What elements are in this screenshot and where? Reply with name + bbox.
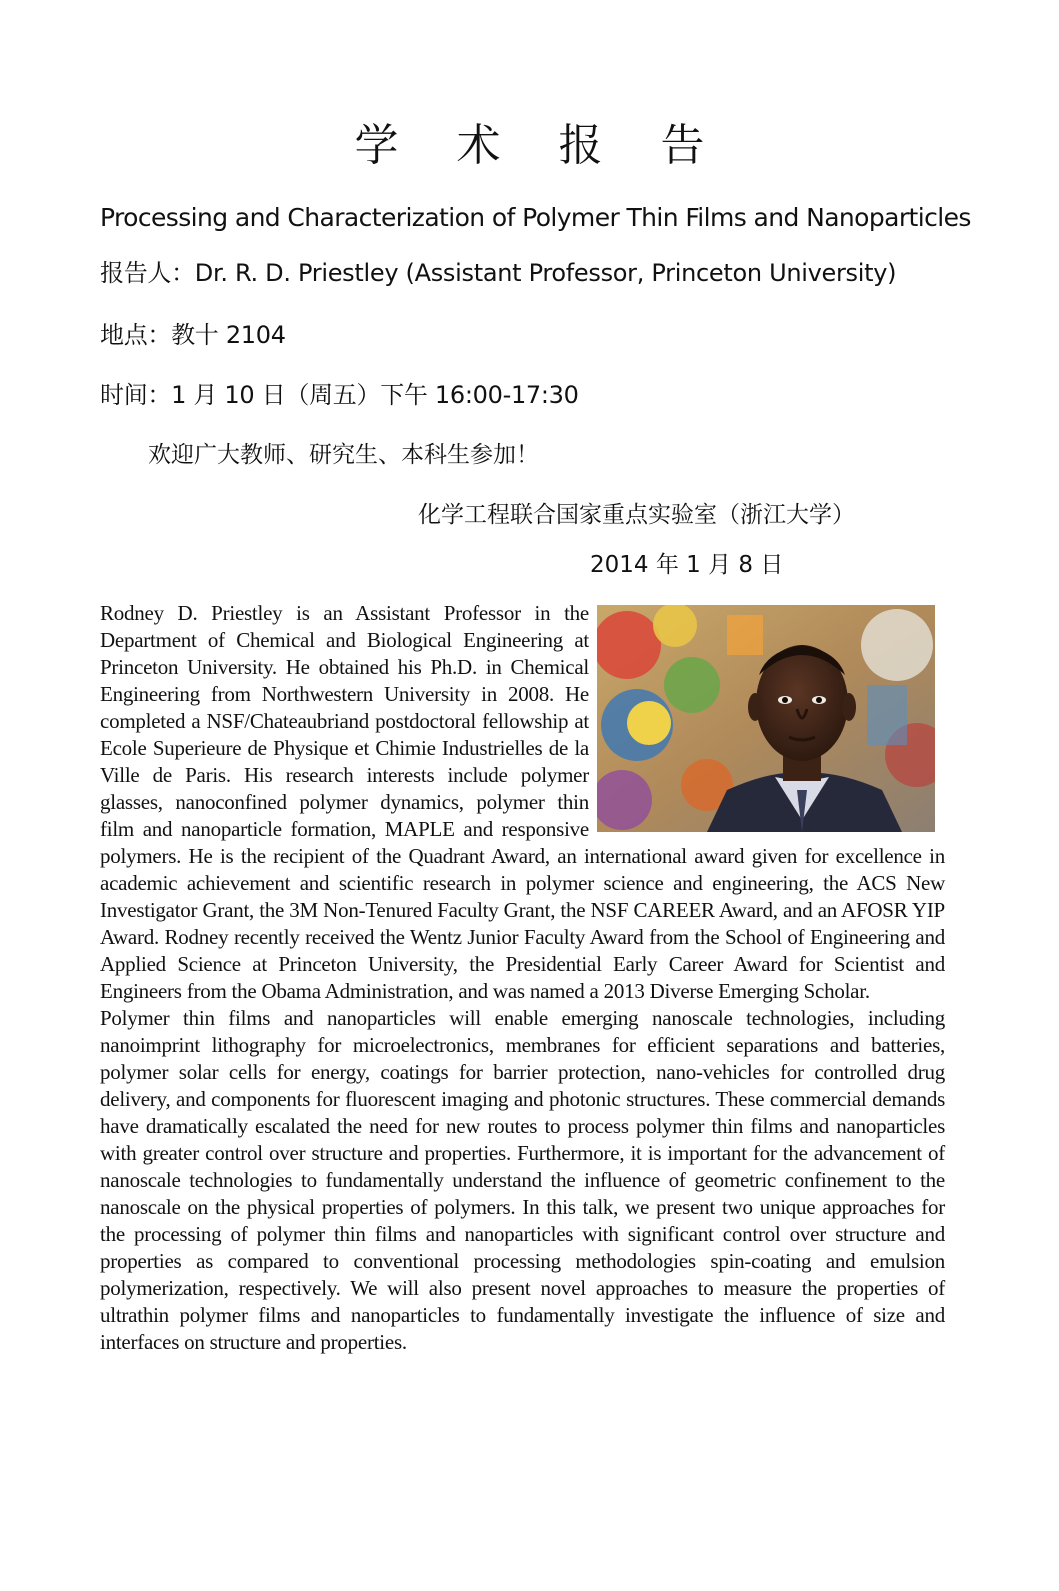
body-text xyxy=(100,600,945,1356)
welcome-message: 欢迎广大教师、研究生、本科生参加！ xyxy=(148,442,539,468)
speaker-line: 报告人：Dr. R. D. Priestley (Assistant Professor, Princeton University) xyxy=(100,259,897,287)
talk-abstract: Polymer thin films and nanoparticles will enable emerging nanoscale technologies, including nanoimprint lithography for microelectronics, membranes for efficient separations and batteries, polymer solar cells for energy, coatings for barrier protection, nano-vehicles for controlled drug delivery, and components for fluorescent imaging and photonic structures. These commercial demands have dramatically escalated the need for new routes to process polymer thin films and nanoparticles with greater control over structure and properties. Furthermore, it is important for the advancement of nanoscale technologies to fundamentally understand the influence of geometric confinement to the nanoscale on the physical properties of polymers. In this talk, we present two unique approaches for the processing of polymer thin films and nanoparticles with significant control over structure and properties as compared to conventional processing methodologies spin-coating and emulsion polymerization, respectively. We will also present novel approaches to measure the properties of ultrathin polymer films and nanoparticles to fundamentally investigate the influence of size and interfaces on structure and properties. xyxy=(100,1006,945,1354)
photo-spacer xyxy=(589,600,945,836)
page-title: 学 术 报 告 xyxy=(354,120,727,171)
organizer-line: 化学工程联合国家重点实验室（浙江大学） xyxy=(418,502,855,528)
time-line: 时间：1 月 10 日（周五）下午 16:00-17:30 xyxy=(100,381,579,409)
announcement-date: 2014 年 1 月 8 日 xyxy=(590,552,784,578)
location-line: 地点：教十 2104 xyxy=(100,321,286,349)
talk-title: Processing and Characterization of Polymer Thin Films and Nanoparticles xyxy=(100,203,971,232)
speaker-bio: Rodney D. Priestley is an Assistant Professor in the Department of Chemical and Biological Engineering at Princeton University. He obtained his Ph.D. in Chemical Engineering from Northwestern University in 2008. He completed a NSF/Chateaubriand postdoctoral fellowship at Ecole Superieure de Physique et Chimie Industrielles de la Ville de Paris. His research interests include polymer glasses, nanoconfined polymer dynamics, polymer thin film and nanoparticle formation, MAPLE and responsive polymers. He is the recipient of the Quadrant Award, an international award given for excellence in academic achievement and scientific research in polymer science and engineering, the ACS New Investigator Grant, the 3M Non-Tenured Faculty Grant, the NSF CAREER Award, and an AFOSR YIP Award. Rodney recently received the Wentz Junior Faculty Award from the School of Engineering and Applied Science at Princeton University, the Presidential Early Career Award for Scientist and Engineers from the Obama Administration, and was named a 2013 Diverse Emerging Scholar. xyxy=(100,601,945,1003)
